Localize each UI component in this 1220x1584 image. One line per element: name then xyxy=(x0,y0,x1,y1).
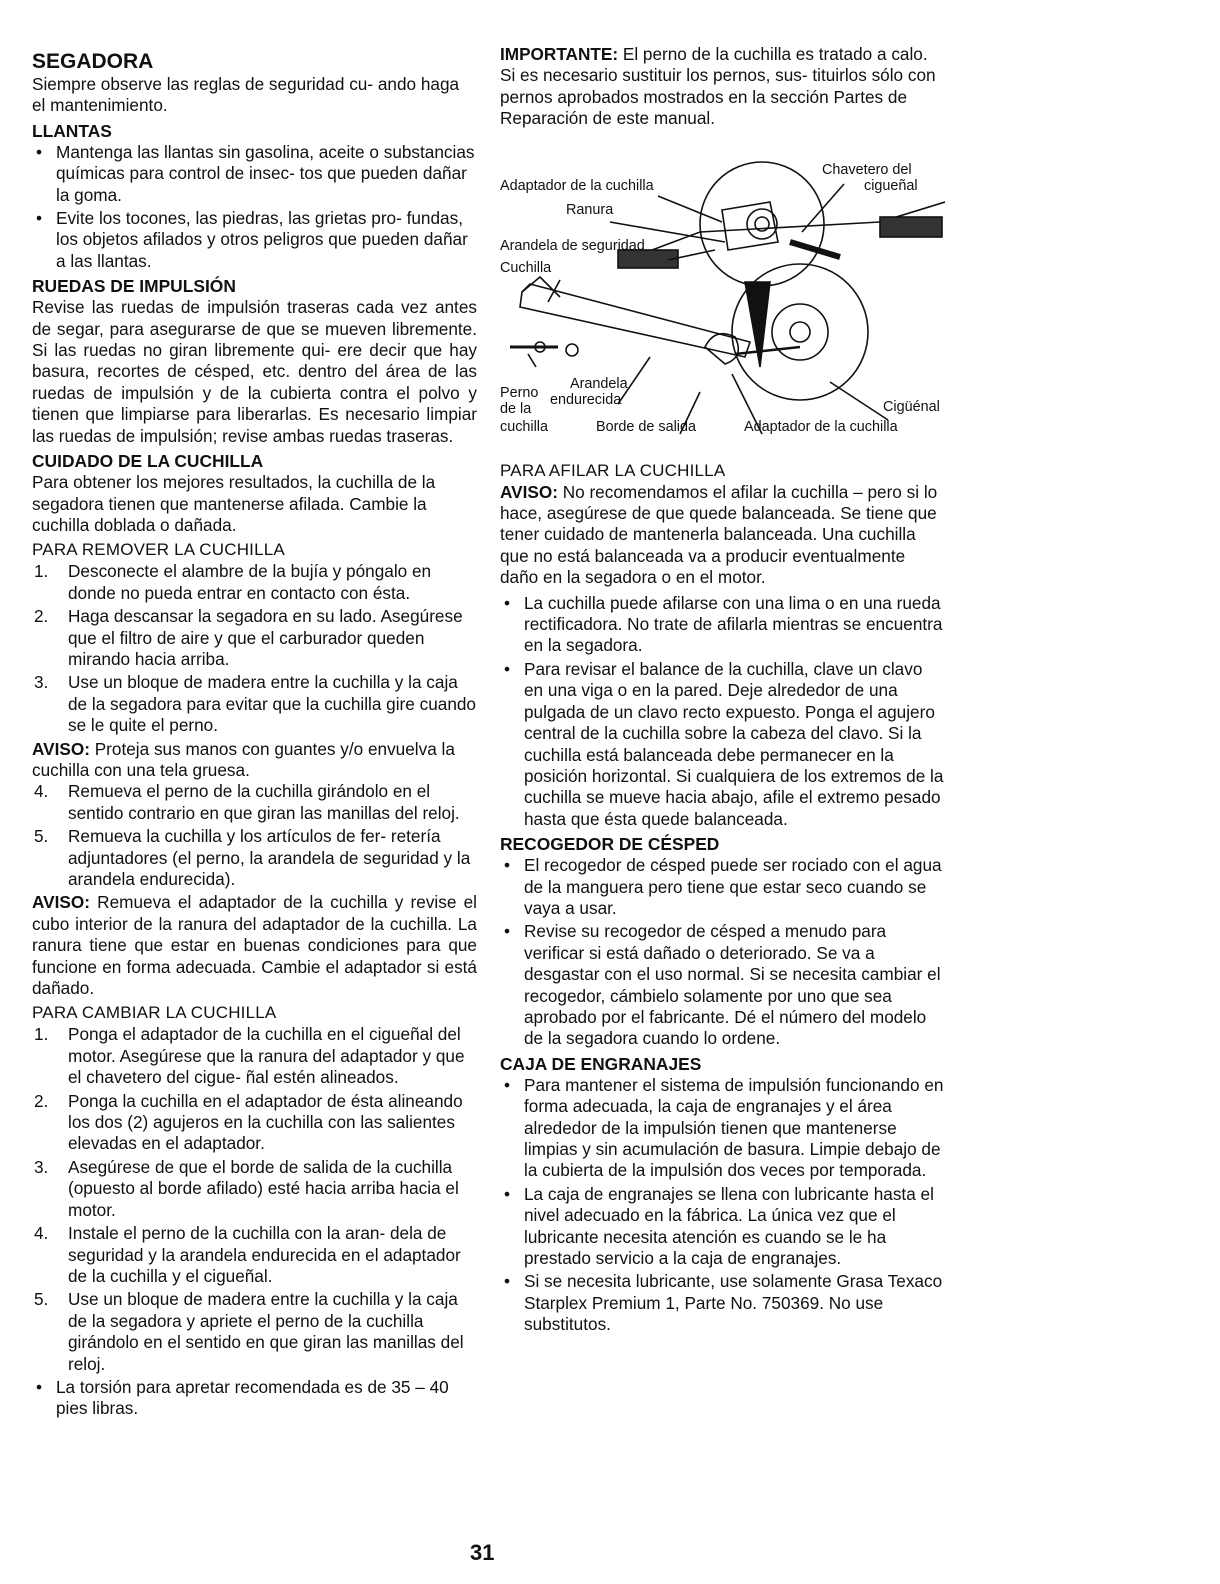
heading-llantas: LLANTAS xyxy=(32,120,112,141)
label-chavetero-1: Chavetero del xyxy=(822,161,912,178)
label-adaptador-top: Adaptador de la cuchilla xyxy=(500,177,654,194)
list-item xyxy=(32,1223,477,1287)
list-item: • Para revisar el balance de la cuchilla, clave un clavo en una viga o en la pared. Deje alrededor de una pulgada de un clavo recto expuesto. Ponga el agujero central de la cuchilla sobre la cabeza del clavo. Si la cuchilla está balanceada debe permanecer en la posición horizontal. Si cualquiera de los extremos de la cuchilla se mueve hacia abajo, afile el extremo pesado hasta que ésta quede balanceada. xyxy=(500,659,945,830)
label-chavetero-2: cigueñal xyxy=(864,177,918,194)
label-arandela-1: Arandela xyxy=(570,375,628,392)
list-item: • El recogedor de césped puede ser rociado con el agua de la manguera pero tiene que estar seco cuando se vaya a usar. xyxy=(500,855,945,919)
list-item xyxy=(32,1024,477,1088)
list-item xyxy=(32,1289,477,1375)
importante-label: IMPORTANTE: xyxy=(500,44,619,64)
detail-inset xyxy=(700,162,824,286)
list-item: • La caja de engranajes se llena con lubricante hasta el nivel adecuado en la fábrica. La única vez que el lubricante necesita atención es cuando se le ha prestado servicio a la caja de engranajes. xyxy=(500,1184,945,1270)
step-number: 1. xyxy=(34,561,49,582)
step-number: 4. xyxy=(34,781,49,802)
engine-fins xyxy=(880,217,942,237)
list-item: • Mantenga las llantas sin gasolina, aceite o substancias químicas para control de insec- tos que pueden dañar la goma. xyxy=(32,142,477,206)
label-perno-1: Perno xyxy=(500,384,539,401)
cuidado-text: Para obtener los mejores resultados, la cuchilla de la segadora tienen que mantenerse afilada. Cambie la cuchilla doblada o dañada. xyxy=(32,472,436,535)
aviso-text: No recomendamos el afilar la cuchilla – pero si lo hace, asegúrese de que quede balanceada. Se tiene que tener cuidado de mantenerla balanceada. Una cuchilla que no está balanceada va a producir eventualmente daño en la segadora o en el motor. xyxy=(500,481,938,588)
list-item xyxy=(32,672,477,736)
label-arandela-seguridad: Arandela de seguridad xyxy=(500,237,645,254)
step-text: Use un bloque de madera entre la cuchilla y la caja de la segadora y apriete el perno de la cuchilla girándolo en el sentido en que giran las manillas del reloj. xyxy=(68,1289,464,1374)
label-ranura: Ranura xyxy=(566,201,614,218)
heading-recogedor: RECOGEDOR DE CÉSPED xyxy=(500,834,720,855)
step-text: Remueva la cuchilla y los artículos de fer- retería adjuntadores (el perno, la arandela de seguridad y la arandela endurecida). xyxy=(68,826,471,889)
step-text: Desconecte el alambre de la bujía y póngalo en donde no pueda entrar en contacto con ésta. xyxy=(68,561,432,603)
llantas-list xyxy=(32,142,477,272)
list-item: • Si se necesita lubricante, use solamente Grasa Texaco Starplex Premium 1, Parte No. 750369. No use substitutos. xyxy=(500,1271,945,1335)
aviso-text: Proteja sus manos con guantes y/o envuelva la cuchilla con una tela gruesa. xyxy=(32,738,455,780)
list-item xyxy=(32,1157,477,1221)
aviso-text: Remueva el adaptador de la cuchilla y revise el cubo interior de la ranura del adaptador de la cuchilla. La ranura tiene que estar en buenas condiciones para que funcione en forma adecuada. Cambie el adaptador si está dañado. xyxy=(32,892,477,999)
label-borde: Borde de salida xyxy=(596,418,697,435)
list-item: • Revise su recogedor de césped a menudo para verificar si está dañado o deteriorado. Se va a desgastar con el uso normal. Si se necesita cambiar el recogedor, cámbielo solamente por uno que sea aprobado por el fabricante. Dé el número del modelo de la segadora cuando lo ordene. xyxy=(500,921,945,1049)
aviso-afilar xyxy=(500,482,945,589)
heading-remover: PARA REMOVER LA CUCHILLA xyxy=(32,540,285,560)
torque-list xyxy=(32,1377,477,1420)
label-cuchilla: Cuchilla xyxy=(500,259,552,276)
aviso-guantes xyxy=(32,739,477,782)
step-number: 5. xyxy=(34,826,49,847)
step-number: 2. xyxy=(34,1090,49,1111)
step-number: 2. xyxy=(34,606,49,627)
step-number: 5. xyxy=(34,1289,49,1310)
step-text: Haga descansar la segadora en su lado. Asegúrese que el filtro de aire y que el carburador queden mirando hacia arriba. xyxy=(68,606,463,669)
list-item xyxy=(32,1091,477,1155)
label-perno-2: de la xyxy=(500,400,532,417)
remover-steps-a xyxy=(32,561,477,736)
list-item: • La cuchilla puede afilarse con una lima o en una rueda rectificadora. No trate de afilarla mientras se encuentra en la segadora. xyxy=(500,593,945,657)
list-item xyxy=(32,561,477,604)
blade-assembly-diagram xyxy=(500,142,945,452)
label-adaptador-bottom: Adaptador de la cuchilla xyxy=(744,418,898,435)
crankshaft xyxy=(735,347,800,354)
aviso-adaptador xyxy=(32,892,477,999)
step-text: Ponga la cuchilla en el adaptador de ésta alineando los dos (2) agujeros en la cuchilla con las salientes elevadas en el adaptador. xyxy=(68,1090,463,1154)
step-text: Use un bloque de madera entre la cuchilla y la caja de la segadora para evitar que la cuchilla gire cuando se le quite el perno. xyxy=(68,672,476,736)
heading-cambiar: PARA CAMBIAR LA CUCHILLA xyxy=(32,1003,277,1023)
heading-ruedas: RUEDAS DE IMPULSIÓN xyxy=(32,276,236,297)
aviso-label: AVISO: xyxy=(32,892,90,913)
right-column xyxy=(500,44,945,1338)
label-perno-3: cuchilla xyxy=(500,418,548,435)
afilar-list xyxy=(500,593,945,830)
step-text: Instale el perno de la cuchilla con la aran- dela de seguridad y la arandela endurecida en el adaptador de la cuchilla y el cigueñal. xyxy=(68,1223,461,1286)
cambiar-steps xyxy=(32,1024,477,1375)
list-item xyxy=(32,781,477,824)
aviso-label: AVISO: xyxy=(500,481,558,502)
list-item: • Para mantener el sistema de impulsión funcionando en forma adecuada, la caja de engranajes y el área alrededor de la impulsión tienen que mantenerse limpias y sin acumulación de basura. Limpie debajo de la cubierta de la impulsión dos veces por temporada. xyxy=(500,1075,945,1182)
left-column xyxy=(32,44,477,1422)
caja-list xyxy=(500,1075,945,1336)
label-arandela-2: endurecida xyxy=(550,391,622,408)
zoom-funnel xyxy=(745,282,770,367)
step-number: 4. xyxy=(34,1223,49,1244)
step-number: 3. xyxy=(34,672,49,693)
list-item: • Evite los tocones, las piedras, las grietas pro- fundas, los objetos afilados y otros peligros que pueden dañar a las llantas. xyxy=(32,208,477,272)
step-text: Remueva el perno de la cuchilla girándolo en el sentido contrario en que giran las manillas del reloj. xyxy=(68,781,460,823)
intro-text: Siempre observe las reglas de seguridad cu- ando haga el mantenimiento. xyxy=(32,74,460,116)
importante-text: El perno de la cuchilla es tratado a calo. Si es necesario sustituir los pernos, sus- tituirlos sólo con pernos aprobados mostrados en la sección Partes de Reparación de este manual. xyxy=(500,44,936,129)
recogedor-list xyxy=(500,855,945,1050)
page-number: 31 xyxy=(470,1540,495,1565)
list-item xyxy=(32,826,477,890)
heading-cuidado: CUIDADO DE LA CUCHILLA xyxy=(32,451,264,472)
remover-steps-b xyxy=(32,781,477,890)
ruedas-text: Revise las ruedas de impulsión traseras cada vez antes de segar, para asegurarse de que se mueven libremente. Si las ruedas no giran libremente qui- ere decir que hay basura, recortes de césped, etc. dentro del área de las ruedas de impulsión y de la cubierta contra el polvo y tienen que limpiarse para liberarlas. Es necesario limpiar las ruedas de impulsión; revise ambas ruedas traseras. xyxy=(32,297,477,446)
heading-afilar: PARA AFILAR LA CUCHILLA xyxy=(500,460,726,480)
step-text: Asegúrese de que el borde de salida de la cuchilla (opuesto al borde afilado) esté hacia arriba hacia el motor. xyxy=(68,1156,459,1220)
step-number: 1. xyxy=(34,1024,49,1045)
aviso-label: AVISO: xyxy=(32,738,90,759)
section-title-segadora: SEGADORA xyxy=(32,50,154,73)
list-item xyxy=(32,606,477,670)
step-number: 3. xyxy=(34,1156,49,1177)
importante-note xyxy=(500,44,945,130)
label-ciguenal: Cigüénal xyxy=(883,398,940,415)
heading-caja: CAJA DE ENGRANAJES xyxy=(500,1053,702,1074)
list-item: • La torsión para apretar recomendada es de 35 – 40 pies libras. xyxy=(32,1377,477,1420)
step-text: Ponga el adaptador de la cuchilla en el cigueñal del motor. Asegúrese que la ranura del adaptador y que el chavetero del cigue- ñal estén alineados. xyxy=(68,1024,465,1088)
